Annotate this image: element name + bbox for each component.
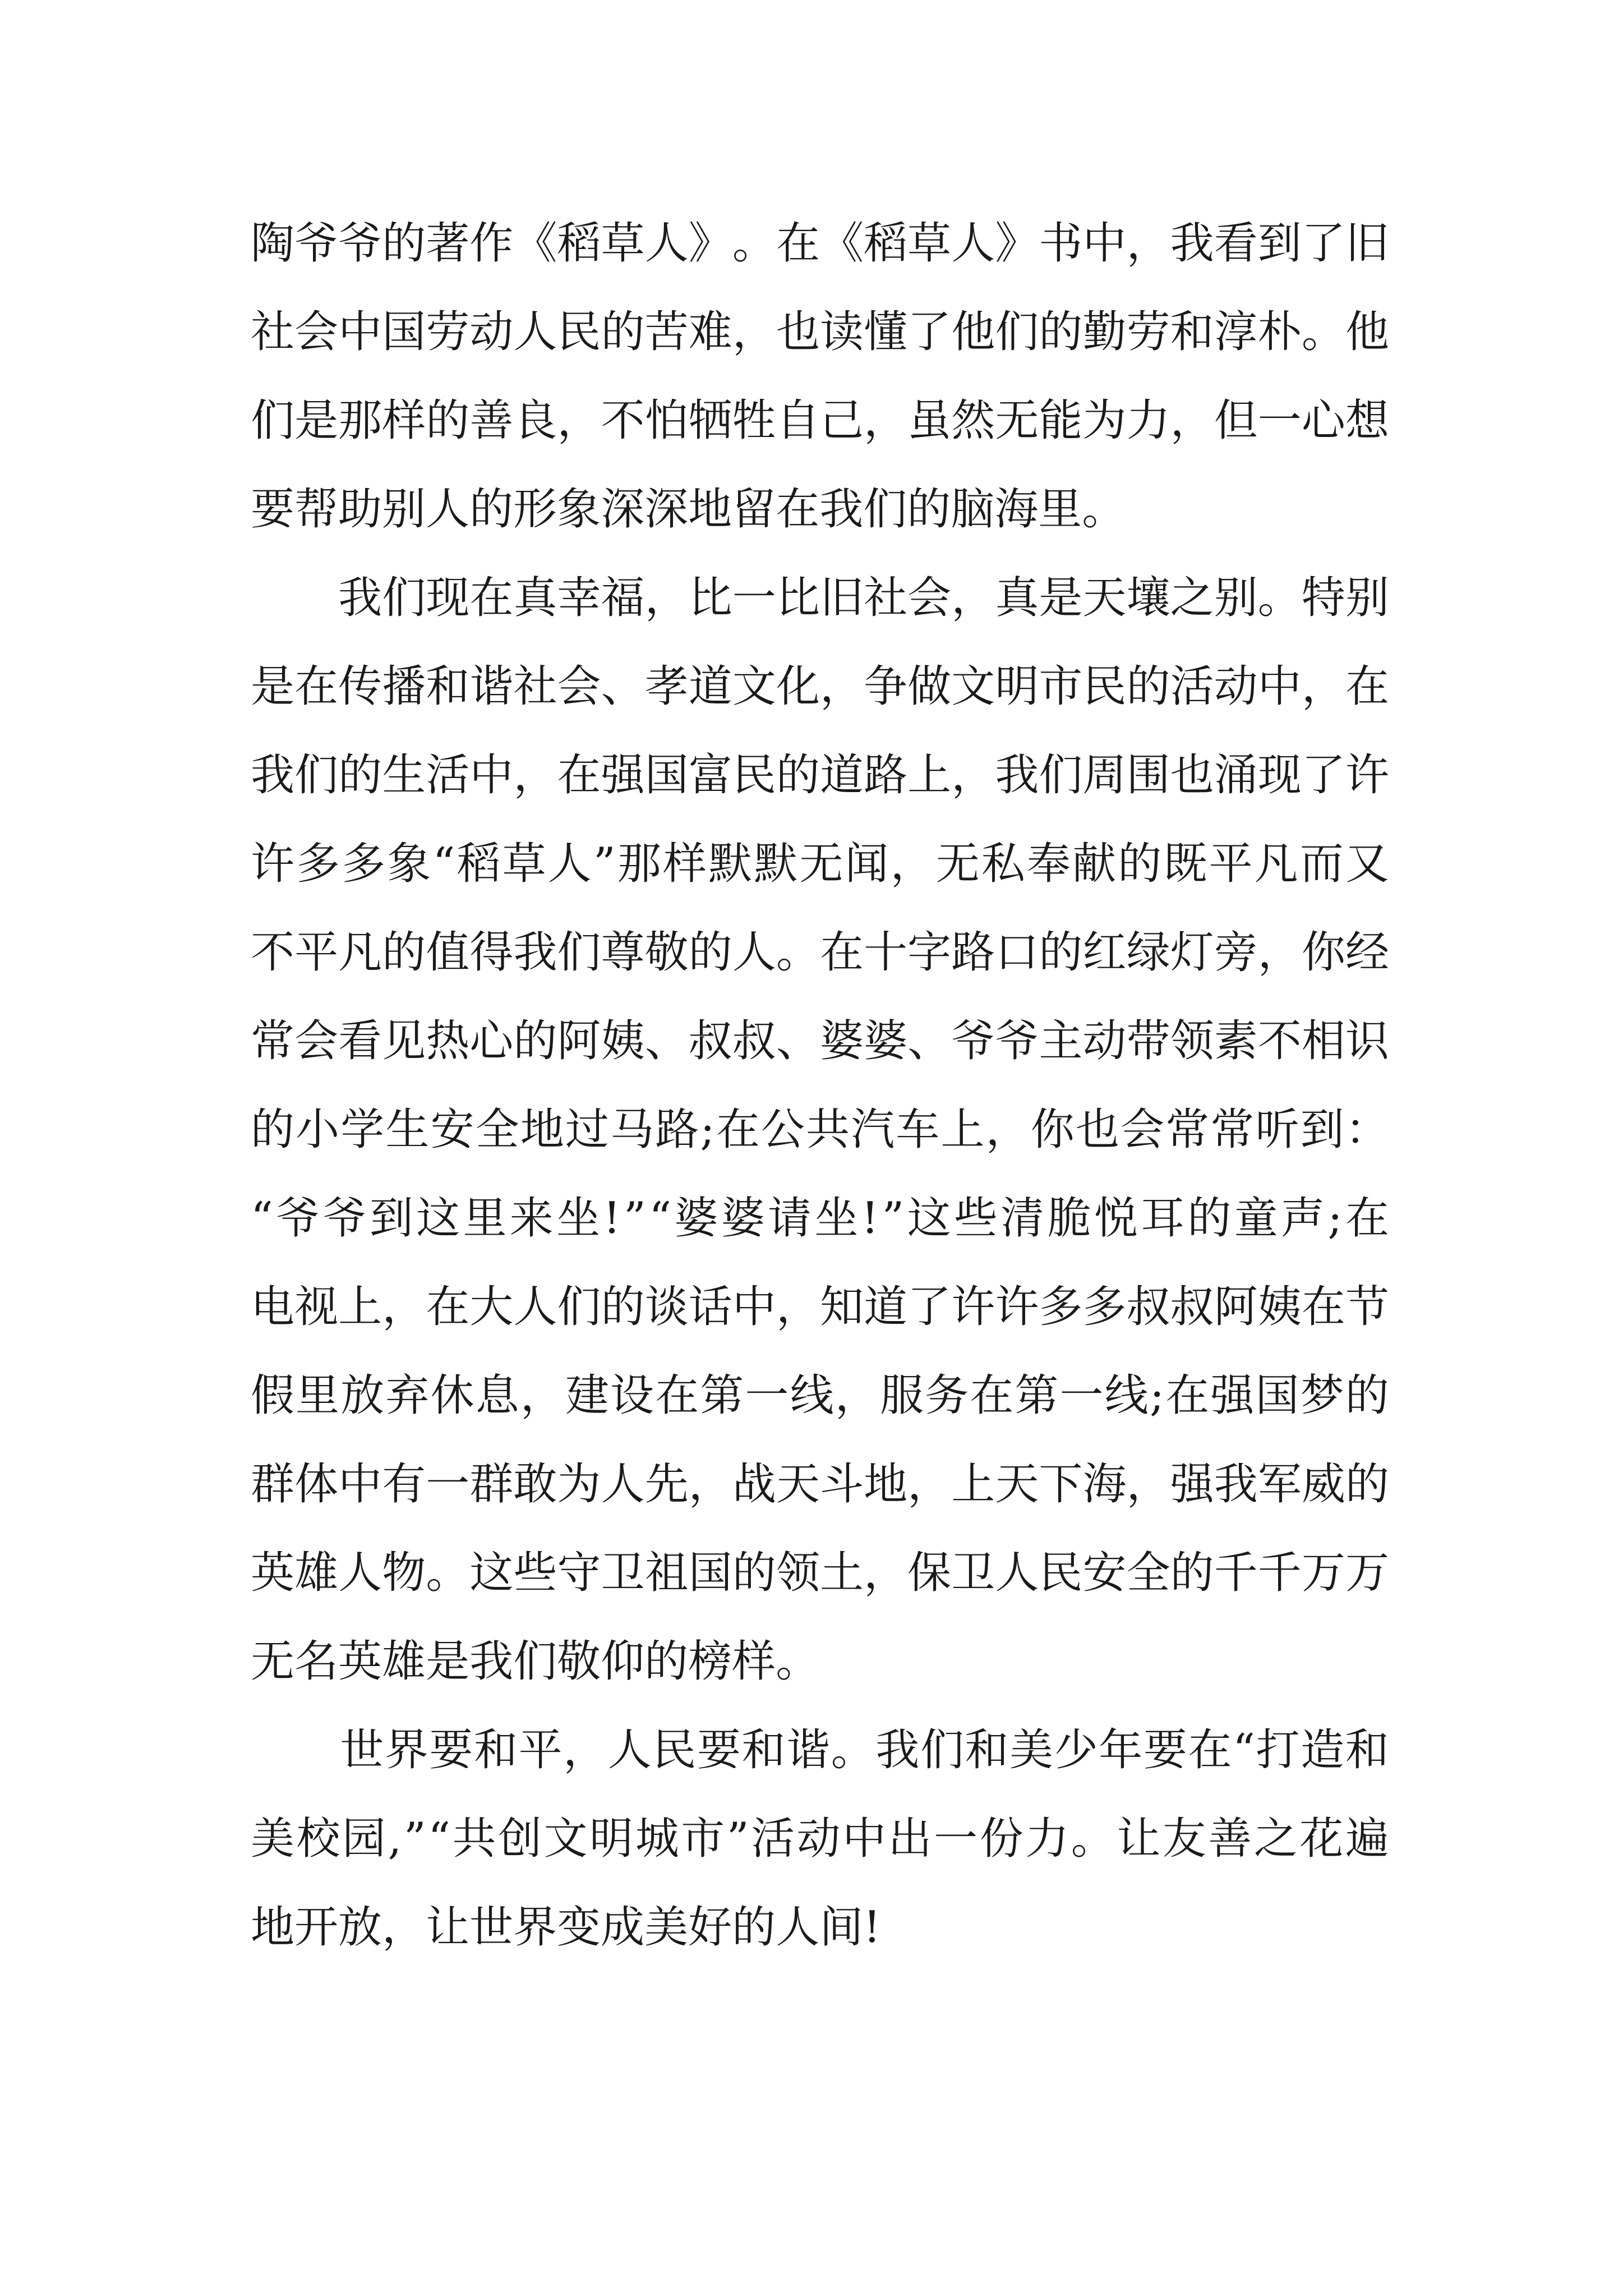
- text-line: 假 里 放 弃 休 息 ， 建 设 在 第 一 线 ， 服 务 在 第 一 线 ; 在 强 国 梦 的: [251, 1370, 1389, 1421]
- text-line: 许 多 多 象 “ 稻 草 人 ” 那 样 默 默 无 闻 ， 无 私 奉 献 的 既 平 凡 而 又: [251, 839, 1389, 889]
- text-line: 电 视 上 ， 在 大 人 们 的 谈 话 中 ， 知 道 了 许 许 多 多 叔 叔 阿 姨 在 节: [251, 1282, 1389, 1332]
- text-line: 英 雄 人 物 。 这 些 守 卫 祖 国 的 领 土 ， 保 卫 人 民 安 全 的 千 千 万 万: [251, 1548, 1389, 1598]
- text-line: 常 会 看 见 热 心 的 阿 姨 、 叔 叔 、 婆 婆 、 爷 爷 主 动 带 领 素 不 相 识: [251, 1016, 1389, 1066]
- text-line: 陶 爷 爷 的 著 作 《 稻 草 人 》 。 在 《 稻 草 人 》 书 中 ， 我 看 到 了 旧: [251, 218, 1389, 269]
- text-line: 地 开 放 ， 让 世 界 变 成 美 好 的 人 间 !: [251, 1902, 881, 1953]
- text-line: 无 名 英 雄 是 我 们 敬 仰 的 榜 样 。: [251, 1636, 820, 1687]
- text-line: 们 是 那 样 的 善 良 ， 不 怕 牺 牲 自 己 ， 虽 然 无 能 为 力 ， 但 一 心 想: [251, 395, 1389, 446]
- text-line: 我 们 的 生 活 中 ， 在 强 国 富 民 的 道 路 上 ， 我 们 周 围 也 涌 现 了 许: [251, 750, 1389, 800]
- text-line: 是 在 传 播 和 谐 社 会 、 孝 道 文 化 ， 争 做 文 明 市 民 的 活 动 中 ， 在: [251, 661, 1389, 712]
- text-line: 社 会 中 国 劳 动 人 民 的 苦 难 ， 也 读 懂 了 他 们 的 勤 劳 和 淳 朴 。 他: [251, 307, 1389, 357]
- text-line: 世 界 要 和 平 ， 人 民 要 和 谐 。 我 们 和 美 少 年 要 在 “ 打 造 和: [340, 1725, 1389, 1775]
- body-text: [251, 199, 1389, 1972]
- text-line: 要 帮 助 别 人 的 形 象 深 深 地 留 在 我 们 的 脑 海 里 。: [251, 484, 1126, 535]
- text-line: “ 爷 爷 到 这 里 来 坐 ! ” “ 婆 婆 请 坐 ! ” 这 些 清 脆 悦 耳 的 童 声 ; 在: [251, 1193, 1389, 1244]
- text-line: 群 体 中 有 一 群 敢 为 人 先 ， 战 天 斗 地 ， 上 天 下 海 ， 强 我 军 威 的: [251, 1459, 1389, 1510]
- text-line: 美 校 园 , ” “ 共 创 文 明 城 市 ” 活 动 中 出 一 份 力 。 让 友 善 之 花 遍: [251, 1814, 1389, 1864]
- text-line: 我 们 现 在 真 幸 福 ， 比 一 比 旧 社 会 ， 真 是 天 壤 之 别 。 特 别: [338, 573, 1389, 623]
- text-line: 的 小 学 生 安 全 地 过 马 路 ; 在 公 共 汽 车 上 ， 你 也 会 常 常 听 到 ：: [251, 1105, 1389, 1155]
- text-line: 不 平 凡 的 值 得 我 们 尊 敬 的 人 。 在 十 字 路 口 的 红 绿 灯 旁 ， 你 经: [251, 927, 1389, 978]
